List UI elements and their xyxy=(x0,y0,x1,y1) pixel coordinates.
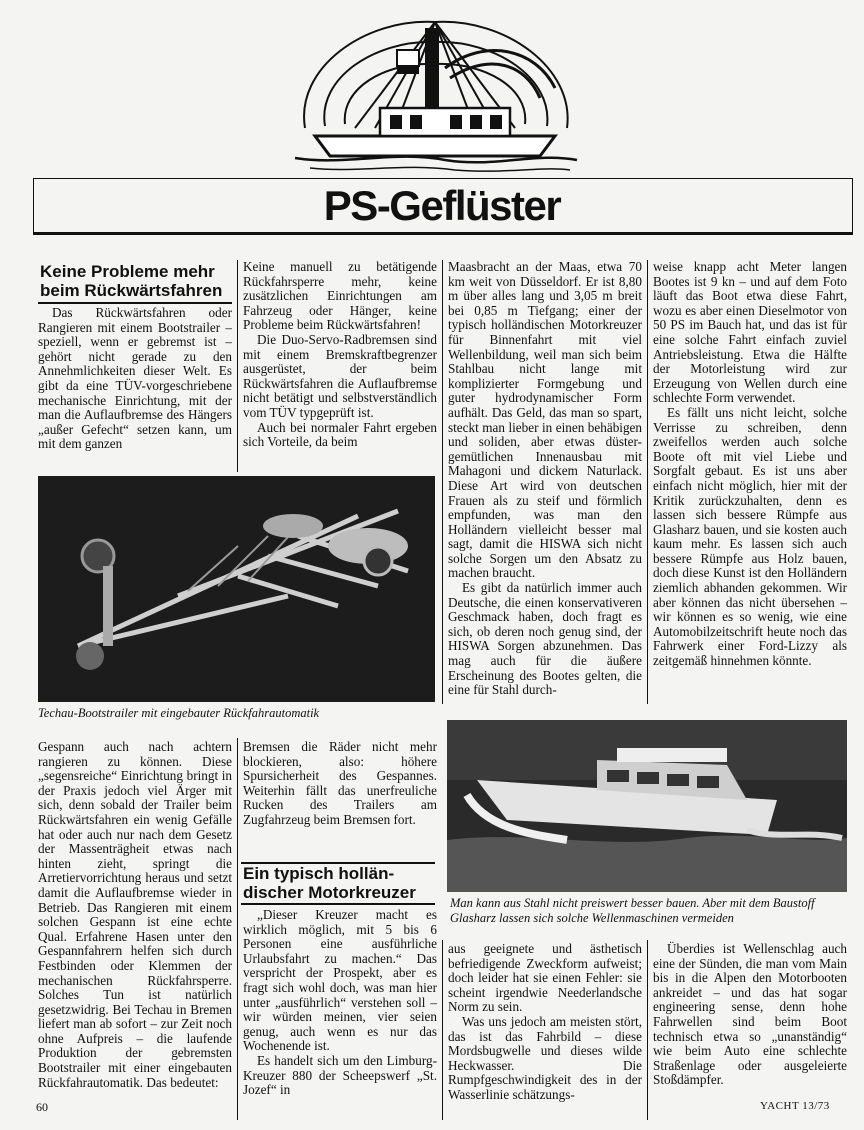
cruiser-drawing xyxy=(447,720,847,892)
paragraph: Auch bei normaler Fahrt ergeben sich Vorteile, da beim xyxy=(243,419,437,450)
column-rule xyxy=(237,260,238,472)
paragraph: aus geeignete und ästhetisch befriedigende Zweckform aufweist; doch leider hat sie einen Fehler: sie scheint irgendwie Neederlandsche Norm zu sein. xyxy=(448,941,642,1015)
paragraph: Es gibt da natürlich immer auch Deutsche, die einen konservativeren Geschmack haben, doch fragt es sich, ob deren noch genug sind, der HISWA Sorgen abzunehmen. Das mag auch für die äußere Erscheinung des Bootes gelten, die eine für Stahl durch- xyxy=(448,580,642,698)
article-text-column xyxy=(243,908,437,1098)
photo-caption: Techau-Bootstrailer mit eingebauter Rückfahrautomatik xyxy=(38,706,320,720)
article-text-column xyxy=(243,740,437,828)
page-title: PS-Geflüster xyxy=(323,182,561,229)
paragraph: Die Duo-Servo-Radbremsen sind mit einem Bremskraftbegrenzer ausgerüstet, der beim Rückwärtsfahren die Auflaufbremse nicht betätigt und selbstverständlich vom TÜV typgeprüft ist. xyxy=(243,331,437,420)
article-text-column xyxy=(653,942,847,1088)
paragraph: Was uns jedoch am meisten stört, das ist das Fahrbild – diese Mordsbugwelle und dieses wilde Heckwasser. Die Rumpfgeschwindigkeit des in der Wasserlinie schätzungs- xyxy=(448,1013,642,1102)
trailer-drawing xyxy=(38,476,435,702)
column-rule xyxy=(237,738,238,1120)
article-text-column xyxy=(653,260,847,669)
article-text-column xyxy=(448,942,642,1103)
column-rule xyxy=(442,940,443,1120)
paragraph: Es handelt sich um den Limburg-Kreuzer 880 der Scheepswerf „St. Jozef“ in xyxy=(243,1052,437,1098)
heading-underline xyxy=(241,903,435,905)
paragraph: Keine manuell zu betätigende Rückfahrsperre mehr, keine zusätzlichen Einrichtungen am Fahrzeug oder Hänger, keine Probleme beim Rückwärtsfahren! xyxy=(243,259,437,333)
photo-caption: Man kann aus Stahl nicht preiswert besser bauen. Aber mit dem Baustoff Glasharz lassen sich solche Wellenmaschinen vermeiden xyxy=(450,896,815,925)
issue-label: YACHT 13/73 xyxy=(760,1100,830,1112)
column-rule xyxy=(442,260,443,704)
heading-line: discher Motorkreuzer xyxy=(243,883,416,902)
heading-line: Ein typisch hollän- xyxy=(243,864,395,883)
article-text-column xyxy=(38,740,232,1090)
column-rule xyxy=(647,260,648,704)
paragraph: „Dieser Kreuzer macht es wirklich möglich, mit 5 bis 6 Personen eine ausführliche Urlaubsfahrt zu machen.“ Das verspricht der Prospekt, aber es fragt sich wohl doch, was man hier unter „ausführlich“ verstehen soll – wir würden meinen, vier seien genug, auch wenn es nur das Wochenende ist. xyxy=(243,907,437,1054)
paragraph: Das Rückwärtsfahren oder Rangieren mit einem Bootstrailer – speziell, wenn er gebremst ist – gehört nicht gerade zu den Annehmlichkeiten dieser Welt. Es gibt da eine TÜV-vorgeschriebene mechanische Einrichtung, mit der man die Auflaufbremse des Hängers „außer Gefecht“ setzen kann, um mit dem ganzen xyxy=(38,305,232,452)
article-text-column xyxy=(38,306,232,452)
article-heading xyxy=(243,864,438,902)
column-rule xyxy=(647,940,648,1120)
title-rule xyxy=(33,232,853,235)
article-text-column xyxy=(243,260,437,450)
heading-line: Keine Probleme mehr xyxy=(40,262,215,281)
boat-trailer-photo xyxy=(38,476,435,702)
heading-line: beim Rückwärtsfahren xyxy=(40,281,223,300)
paragraph: Bremsen die Räder nicht mehr blockieren, also: höhere Spursicherheit des Gespannes. Weiterhin fällt das unerfreuliche Rucken des Trailers am Zugfahrzeug beim Bremsen fort. xyxy=(243,739,437,827)
page-number: 60 xyxy=(36,1100,48,1114)
article-heading xyxy=(40,262,235,300)
paragraph: Gespann auch nach achtern rangieren zu können. Diese „segensreiche“ Einrichtung bringt in der Praxis jedoch viel Ärger mit sich, denn sobald der Trailer beim Rückwärtsfahren ein wenig Gefälle hat oder auch nur nach dem Gesetz der Massenträgheit etwas nach hinten zieht, springt die Arretiervorrichtung heraus und setzt damit die Auflaufbremse wieder in Betrieb. Das Rangieren mit einem solchen Gespann ist eine echte Qual. Erfahrene Hasen unter den Gespannfahrern helfen sich durch Festbinden oder Klemmen der mechanischen Rückfahrsperre. Solches Tun ist natürlich gesetzwidrig. Bei Techau in Bremen liefert man ab sofort – zur Zeit noch ohne Aufpreis – die laufende Produktion der gebremsten Bootstrailer mit einer eingebauten Rückfahrautomatik. Das bedeutet: xyxy=(38,739,232,1090)
motor-cruiser-photo xyxy=(447,720,847,892)
heading-underline xyxy=(38,302,232,304)
paragraph: Es fällt uns nicht leicht, solche Verrisse zu schreiben, denn zweifellos werden auch solche Boote oft mit viel Liebe und Sorgfalt gebaut. Es ist uns aber einfach nicht möglich, hier mit der Kritik zurückzuhalten, denn es lassen sich bessere Rümpfe aus Glasharz bauen, und sie kosten auch kaum mehr. Es lassen sich auch bessere Rümpfe aus Holz bauen, doch diese Kunst ist den Holländern ziemlich abhanden gekommen. Wir aber können das nicht übersehen – wir können es so wenig, wie eine Automobilzeitschrift heute noch das Fahrwerk einer Ford-Lizzy als zeitgemäß hinnehmen könnte. xyxy=(653,404,847,669)
article-text-column xyxy=(448,260,642,698)
paragraph: weise knapp acht Meter langen Bootes ist 9 kn – und auf dem Foto läuft das Boot etwa diese Fahrt, wozu es aber einen Dieselmotor von 50 PS im Bauch hat, und das ist für eine solche Fahrt einfach zuviel Antriebsleistung. Etwa die Hälfte der Motorleistung wird zur Erzeugung von Wellen durch eine schlechte Form verwendet. xyxy=(653,259,847,406)
steamboat-masthead-illustration xyxy=(285,8,585,173)
paragraph: Überdies ist Wellenschlag auch eine der Sünden, die man vom Main bis in die Alpen den Motorbooten ankreidet – und das hat sogar engineering sense, denn hohe Fahrwellen sind beim Boot technisch etwa so „unanständig“ wie beim Auto eine schlechte Straßenlage oder ausgeleierte Stoßdämpfer. xyxy=(653,941,847,1088)
paragraph: Maasbracht an der Maas, etwa 70 km weit von Düsseldorf. Er ist 8,80 m über alles lang und 3,05 m breit bei 0,85 m Tiefgang; einer der typisch holländischen Motorkreuzer für Binnenfahrt mit viel Wellenbildung, weil man sich beim Stahlbau nicht lange mit komplizierter Formgebung und guter hydrodynamischer Form aufhält. Das Geld, das man so spart, steckt man lieber in einen behäbigen und soliden, aber etwas düster-gemütlichen Innenausbau mit Mahagoni und dickem Naturlack. Diese Art wird von deutschen Frauen als zu steif und förmlich empfunden, was man den Holländern vielleicht besser mal sagt, damit die HISWA sich nicht solche Sorgen um den Absatz zu machen braucht. xyxy=(448,259,642,581)
